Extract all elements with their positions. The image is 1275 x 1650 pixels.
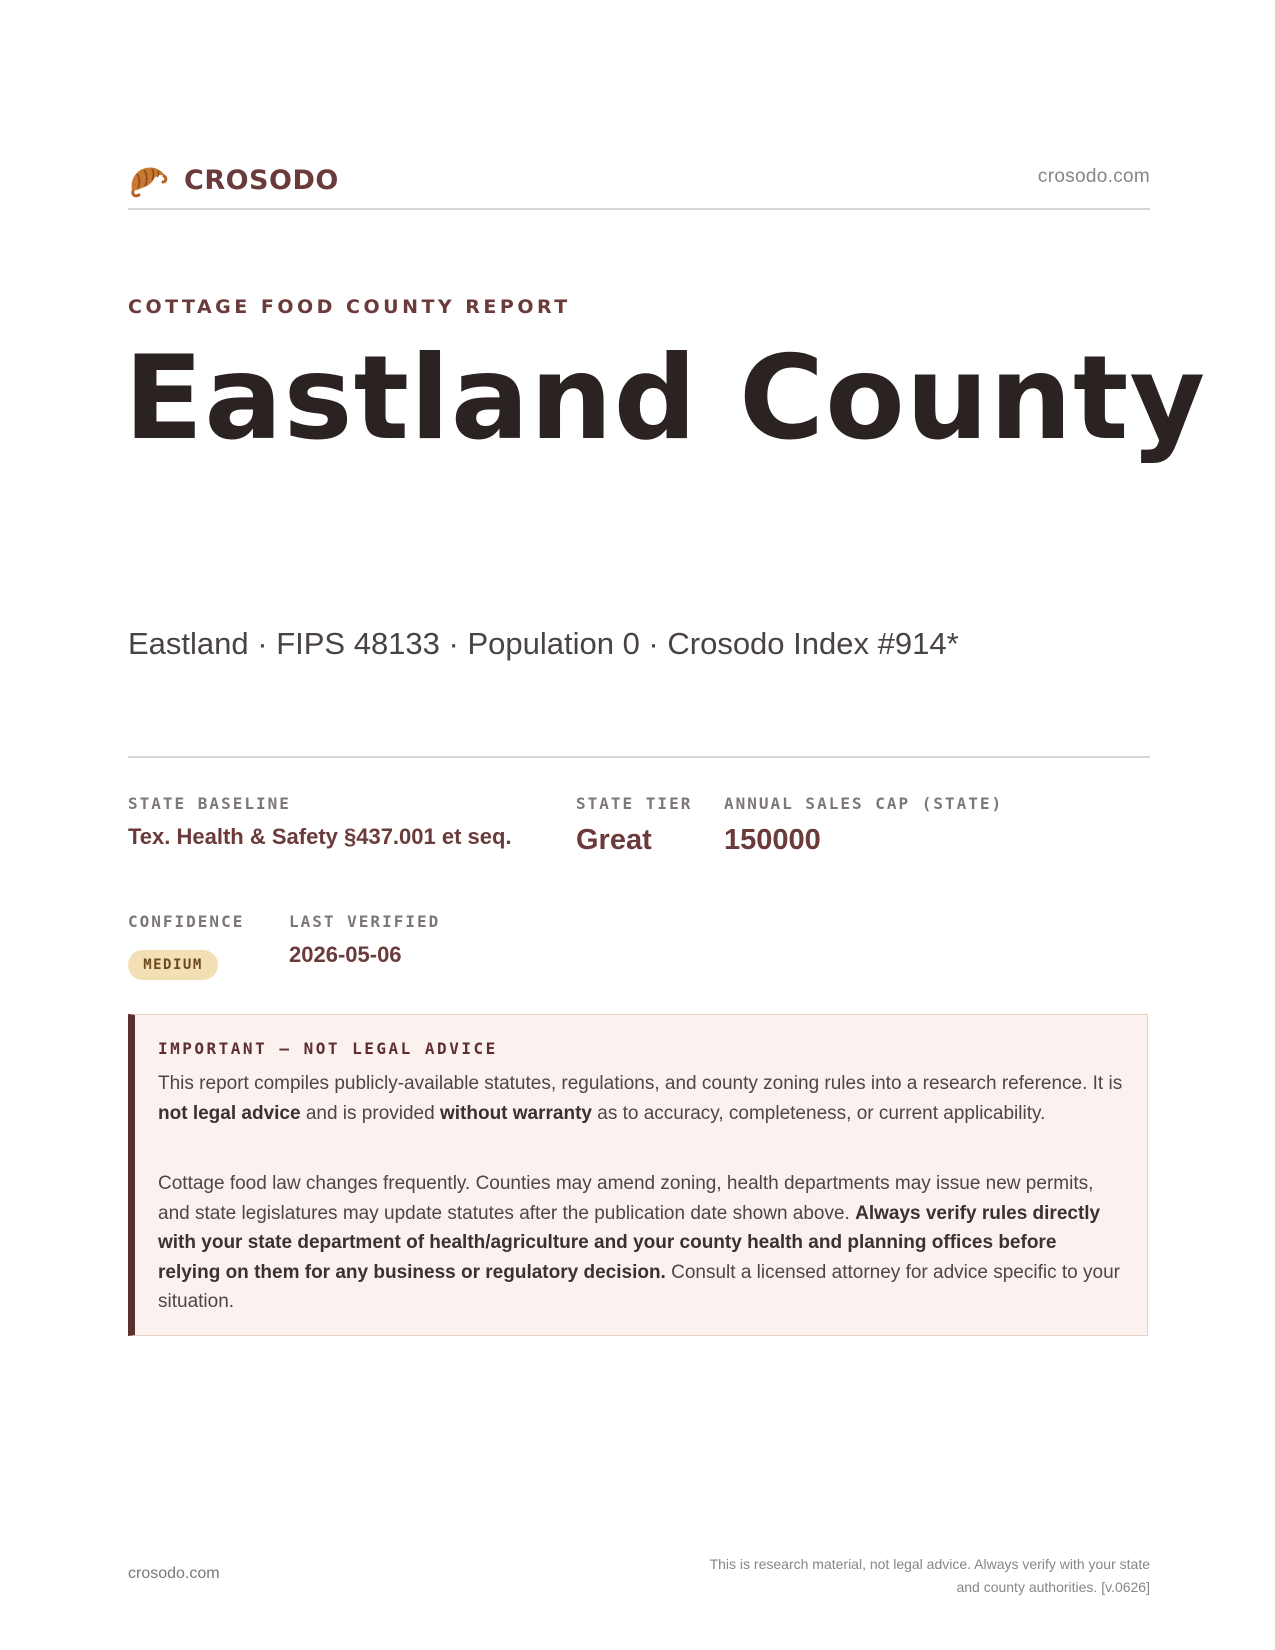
notice-paragraph-1 (158, 1069, 1123, 1128)
notice-text: Cottage food law changes frequently. Counties may amend zoning, health departments may issue new permits, and state legislatures may update statutes after the publication date shown above. (158, 1173, 1094, 1224)
last-verified-value: 2026-05-06 (289, 942, 402, 967)
header-divider (128, 208, 1150, 210)
legal-notice (128, 1014, 1148, 1336)
notice-paragraph-2 (158, 1169, 1123, 1317)
meta-divider (128, 756, 1150, 758)
notice-emphasis: Always verify rules directly with your state department of health/agriculture and your county health and planning offices before relying on them for any business or regulatory decision. (158, 1202, 1101, 1283)
notice-emphasis: without warranty (439, 1102, 592, 1124)
site-url[interactable]: crosodo.com (1037, 166, 1150, 187)
state-tier-label: STATE TIER (576, 794, 693, 813)
last-verified-label: LAST VERIFIED (289, 912, 441, 931)
footer-disclaimer-line: and county authorities. [v.0626] (956, 1579, 1150, 1595)
state-baseline-label: STATE BASELINE (128, 794, 291, 813)
croissant-icon (128, 160, 168, 200)
notice-text: and is provided (300, 1102, 440, 1124)
state-baseline-value: Tex. Health & Safety §437.001 et seq. (128, 824, 512, 849)
confidence-badge: MEDIUM (128, 950, 218, 980)
footer-disclaimer (630, 1553, 1150, 1599)
report-eyebrow: COTTAGE FOOD COUNTY REPORT (128, 296, 571, 318)
notice-text: Consult a licensed attorney for advice specific to your situation. (158, 1261, 1120, 1312)
confidence-label: CONFIDENCE (128, 912, 245, 931)
notice-text: as to accuracy, completeness, or current applicability. (591, 1102, 1046, 1124)
state-tier-value: Great (576, 824, 652, 856)
footer-disclaimer-line: This is research material, not legal advice. Always verify with your state (709, 1556, 1150, 1572)
brand (128, 160, 339, 200)
notice-title: IMPORTANT — NOT LEGAL ADVICE (158, 1039, 498, 1058)
report-page (124, 0, 1207, 1650)
notice-emphasis: not legal advice (158, 1102, 301, 1124)
page-title: Eastland County (124, 331, 1207, 466)
county-summary: Eastland · FIPS 48133 · Population 0 · Crosodo Index #914* (128, 626, 959, 661)
brand-name: CROSODO (184, 164, 339, 196)
notice-text: This report compiles publicly-available statutes, regulations, and county zoning rules into a research reference. It is (158, 1073, 1123, 1094)
sales-cap-label: ANNUAL SALES CAP (STATE) (724, 794, 1004, 813)
footer-site-url[interactable]: crosodo.com (128, 1565, 220, 1582)
page-header (128, 160, 1150, 210)
sales-cap-value: 150000 (724, 824, 821, 856)
